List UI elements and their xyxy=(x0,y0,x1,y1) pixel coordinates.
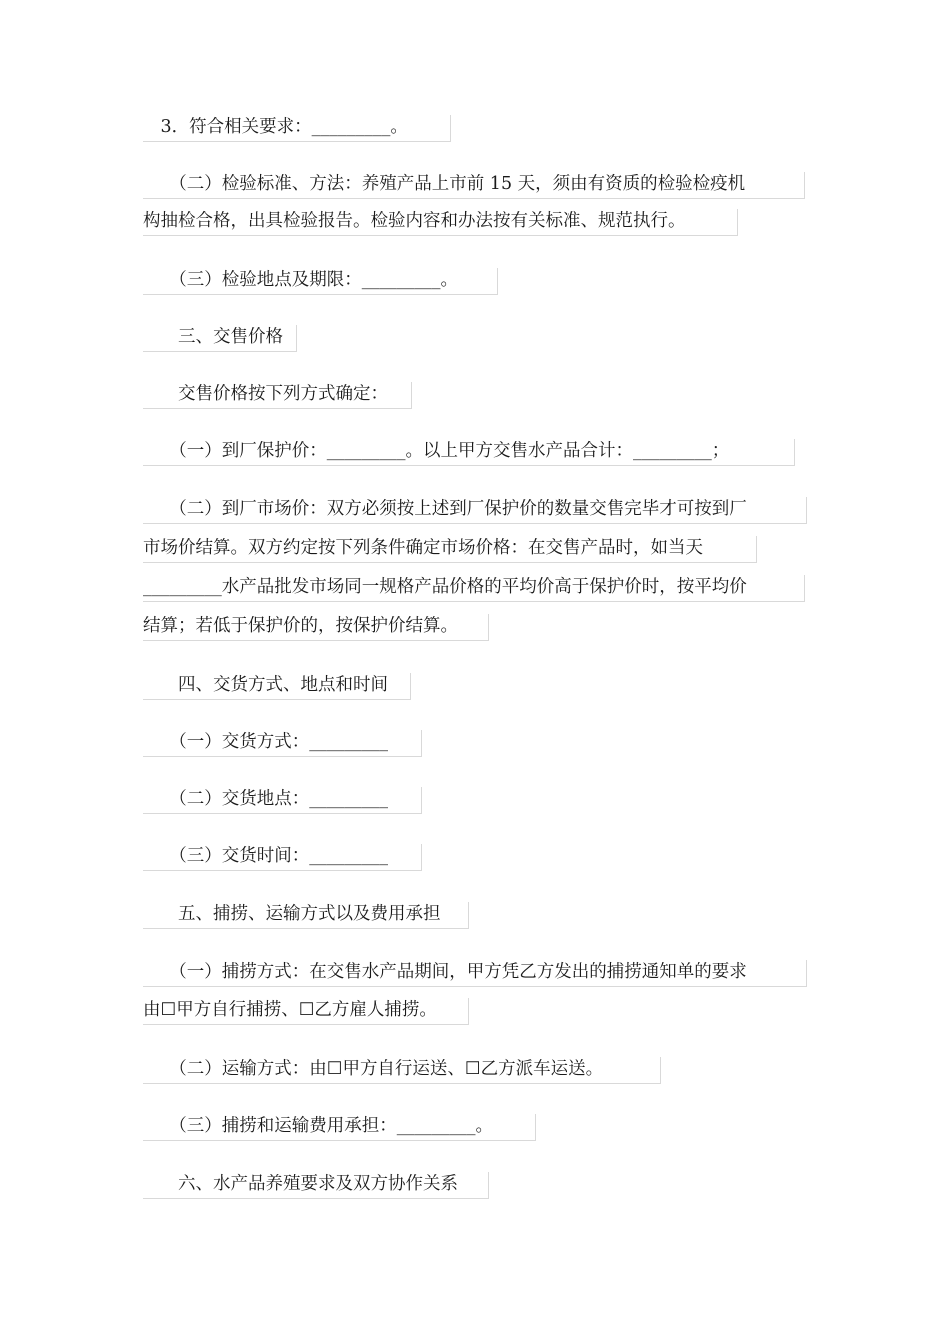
text-line: 六、水产品养殖要求及双方协作关系 xyxy=(143,1174,458,1194)
text-line: （三）捕捞和运输费用承担：_________。 xyxy=(143,1116,493,1136)
text-line: （二）交货地点：_________ xyxy=(143,789,388,809)
text-line: （二）到厂市场价：双方必须按上述到厂保护价的数量交售完毕才可按到厂 xyxy=(143,499,747,519)
text-line: （三）交货时间：_________ xyxy=(143,846,388,866)
text-line: 由☐甲方自行捕捞、☐乙方雇人捕捞。 xyxy=(143,1000,437,1020)
text-line: 四、交货方式、地点和时间 xyxy=(143,675,388,695)
text-line: 五、捕捞、运输方式以及费用承担 xyxy=(143,904,441,924)
text-line: 构抽检合格，出具检验报告。检验内容和办法按有关标准、规范执行。 xyxy=(143,211,686,231)
text-line: 市场价结算。双方约定按下列条件确定市场价格：在交售产品时，如当天 xyxy=(143,538,703,558)
text-line: 3．符合相关要求：_________。 xyxy=(143,117,408,137)
text-line: （二）运输方式：由☐甲方自行运送、☐乙方派车运送。 xyxy=(143,1059,604,1079)
text-line: （三）检验地点及期限：_________。 xyxy=(143,270,458,290)
text-line: 三、交售价格 xyxy=(143,327,283,347)
text-line: （一）到厂保护价：_________。以上甲方交售水产品合计：_________； xyxy=(143,441,730,461)
text-line: 交售价格按下列方式确定： xyxy=(143,384,388,404)
text-line: （一）捕捞方式：在交售水产品期间，甲方凭乙方发出的捕捞通知单的要求 xyxy=(143,962,747,982)
text-line: （二）检验标准、方法：养殖产品上市前 15 天，须由有资质的检验检疫机 xyxy=(143,174,746,194)
text-line: _________水产品批发市场同一规格产品价格的平均价高于保护价时，按平均价 xyxy=(143,577,747,597)
text-line: （一）交货方式：_________ xyxy=(143,732,388,752)
text-line: 结算；若低于保护价的，按保护价结算。 xyxy=(143,616,458,636)
